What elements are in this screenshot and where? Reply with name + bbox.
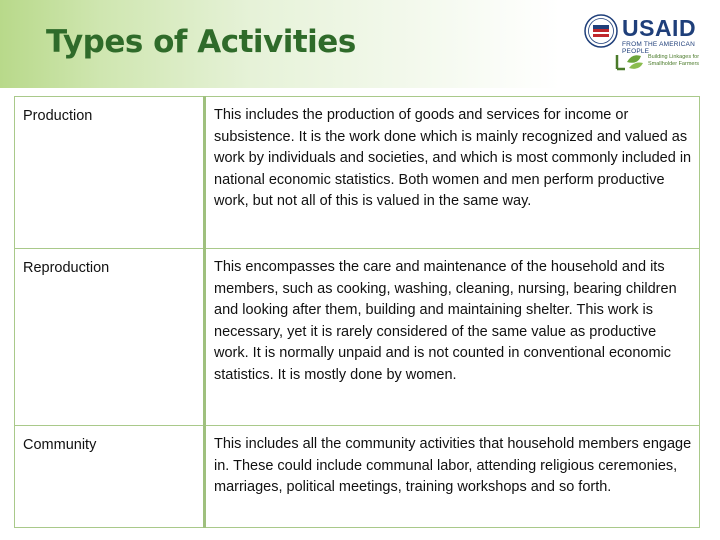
table-row	[15, 249, 700, 426]
usaid-wordmark: USAID	[622, 15, 697, 41]
activity-label: Production	[23, 108, 93, 124]
usaid-seal-icon	[584, 14, 618, 48]
page-title: Types of Activities	[46, 24, 356, 60]
row-label-cell	[15, 426, 205, 528]
activity-label: Community	[23, 437, 97, 453]
activity-description: This includes all the community activities that household members engage in. These could include communal labor, attending religious ceremonies, marriages, political meetings, training workshops and so forth.	[214, 436, 692, 496]
leaf-tagline: Building Linkages for Smallholder Farmers	[648, 54, 700, 67]
activity-description: This includes the production of goods and services for income or subsistence. It is the work done which is mainly recognized and valued as work by individuals and societies, and which is most commonly included in national economic statistics. Both women and men perform productive work, but not all of this is valued in the same way.	[214, 107, 692, 210]
row-description-cell	[205, 426, 700, 528]
activity-description: This encompasses the care and maintenance of the household and its members, such as cooking, washing, cleaning, nursing, bearing children and looking after them, building and maintaining shelter. This work is necessary, yet it is rarely considered of the same value as productive work. It is normally unpaid and is not counted in conventional economic statistics. It is mostly done by women.	[214, 259, 677, 383]
leaf-logo-icon	[614, 50, 646, 72]
row-label-cell	[15, 249, 205, 426]
usaid-tagline: FROM THE AMERICAN PEOPLE	[622, 41, 695, 55]
row-description-cell	[205, 97, 700, 249]
row-description-cell	[205, 249, 700, 426]
activity-label: Reproduction	[23, 260, 110, 276]
table-row	[15, 97, 700, 249]
table-row	[15, 426, 700, 528]
activities-table	[14, 96, 700, 528]
logo-area	[584, 14, 714, 76]
row-label-cell	[15, 97, 205, 249]
